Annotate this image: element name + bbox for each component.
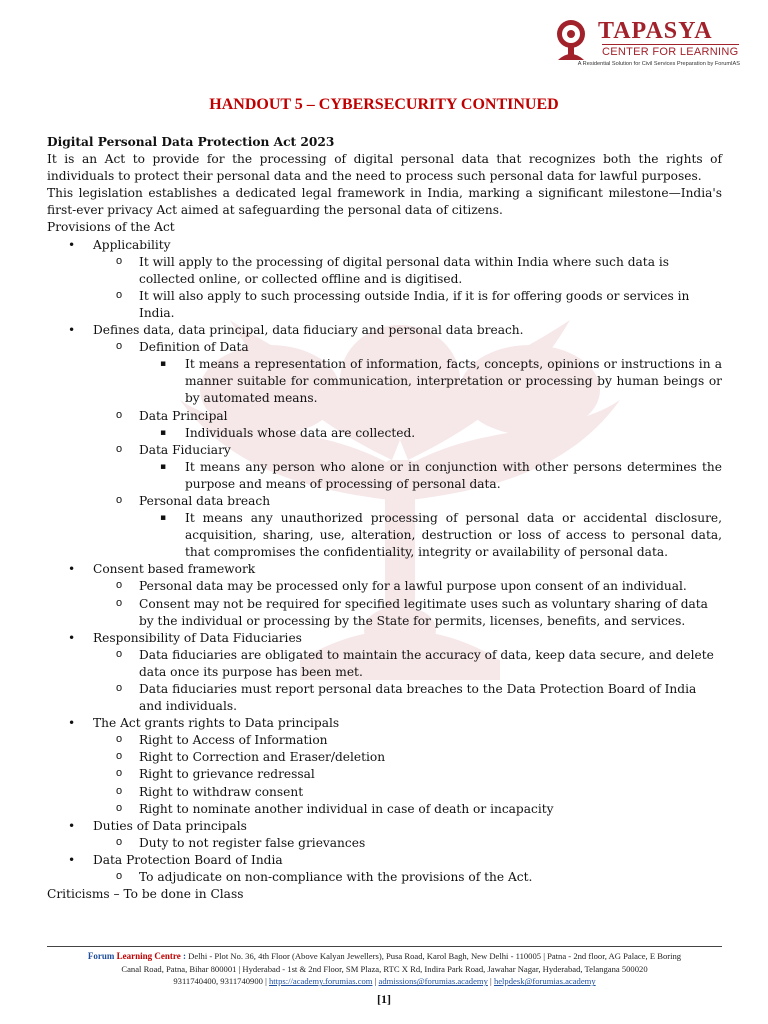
sub-list [93, 254, 722, 322]
bullet-label: Responsibility of Data Fiduciaries [93, 630, 302, 645]
definition-detail: ▪ It means a representation of information, facts, concepts, opinions or instructions in a manner suitable for communication, interpretation or processing by human beings or by automated means. [139, 356, 722, 407]
page-number: [1] [377, 992, 391, 1006]
forum-learning-centre-label: Forum Learning Centre : [87, 951, 186, 961]
phone-numbers: 9311740400, 9311740900 [173, 976, 263, 987]
sub-sub-list [139, 425, 722, 442]
list-item: o To adjudicate on non-compliance with the provisions of the Act. [93, 869, 722, 886]
sub-sub-list [139, 510, 722, 561]
footer-address-line [47, 950, 722, 963]
tree-emblem-icon [548, 18, 594, 64]
sub-list [93, 732, 722, 817]
bullet-label: Defines data, data principal, data fiduciary and personal data breach. [93, 323, 524, 338]
list-item: o Right to withdraw consent [93, 784, 722, 801]
admissions-email-link[interactable]: admissions@forumias.academy [378, 976, 488, 987]
sub-list [93, 647, 722, 715]
list-item [47, 237, 722, 322]
list-item: o Right to Access of Information [93, 732, 722, 749]
logo-title: TAPASYA [598, 18, 713, 44]
definition-term: Data Principal [139, 408, 228, 423]
footer [47, 946, 722, 988]
list-item [47, 852, 722, 886]
definition-term: Data Fiduciary [139, 442, 231, 457]
list-item: o Right to Correction and Eraser/deletion [93, 749, 722, 766]
definition-detail: ▪ Individuals whose data are collected. [139, 425, 722, 442]
address-line-2: Canal Road, Patna, Bihar 800001 | Hyderabad - 1st & 2nd Floor, SM Plaza, RTC X Rd, Indira Park Road, Jawahar Nagar, Hyderabad, Telangana 500020 [121, 963, 648, 974]
list-item: o Right to nominate another individual in case of death or incapacity [93, 801, 722, 818]
definition-detail: ▪ It means any person who alone or in conjunction with other persons determines the purpose and means of processing of personal data. [139, 459, 722, 493]
logo-subtitle: CENTER FOR LEARNING [602, 46, 739, 58]
list-item [93, 442, 722, 493]
sub-list [93, 578, 722, 629]
tapasya-logo [540, 16, 740, 74]
bullet-label: Applicability [93, 237, 171, 252]
list-item: o Data fiduciaries must report personal data breaches to the Data Protection Board of India and individuals. [93, 681, 722, 715]
sub-list [93, 869, 722, 886]
definition-term: Personal data breach [139, 493, 271, 508]
list-item: o Data fiduciaries are obligated to maintain the accuracy of data, keep data secure, and delete data once its purpose has been met. [93, 647, 722, 681]
bullet-label: The Act grants rights to Data principals [93, 716, 340, 731]
list-item: o It will also apply to such processing outside India, if it is for offering goods or services in India. [93, 288, 722, 322]
bullet-label: Duties of Data principals [93, 818, 247, 833]
list-item [47, 561, 722, 629]
intro-paragraph: It is an Act to provide for the processing of digital personal data that recognizes both the rights of individuals to protect their personal data and the need to process such personal data for lawful purposes. [47, 152, 722, 184]
list-item [47, 818, 722, 852]
section-title: Digital Personal Data Protection Act 2023 [47, 135, 335, 149]
list-item [47, 715, 722, 818]
list-item: o It will apply to the processing of digital personal data within India where such data is collected online, or collected offline and is digitised. [93, 254, 722, 288]
list-item [93, 339, 722, 407]
handout-title: HANDOUT 5 – CYBERSECURITY CONTINUED [209, 96, 559, 113]
academy-link[interactable]: https://academy.forumias.com [269, 976, 373, 987]
provisions-list [47, 237, 722, 887]
address-line-1: Delhi - Plot No. 36, 4th Floor (Above Kalyan Jewellers), Pusa Road, Karol Bagh, New Delhi - 110005 | Patna - 2nd floor, AG Palace, E Boring [188, 951, 682, 961]
logo-tagline: A Residential Solution for Civil Services Preparation by ForumIAS [577, 61, 740, 67]
definition-detail: ▪ It means any unauthorized processing of personal data or accidental disclosure, acquisition, sharing, use, alteration, destruction or loss of access to personal data, that compromises the confidentiality, integrity or availability of personal data. [139, 510, 722, 561]
document-body [47, 134, 722, 903]
footer-contact-line: 9311740400, 9311740900 | https://academy.forumias.com | admissions@forumias.academy | helpdesk@forumias.academy [173, 976, 596, 987]
list-item [47, 630, 722, 715]
list-item: o Right to grievance redressal [93, 766, 722, 783]
provisions-label: Provisions of the Act [47, 220, 175, 235]
sub-sub-list [139, 459, 722, 493]
intro-paragraph: This legislation establishes a dedicated legal framework in India, marking a significant milestone—India's first-ever privacy Act aimed at safeguarding the personal data of citizens. [47, 186, 722, 218]
list-item [47, 322, 722, 561]
list-item [93, 493, 722, 561]
list-item: o Personal data may be processed only for a lawful purpose upon consent of an individual. [93, 578, 722, 595]
sub-sub-list [139, 356, 722, 407]
helpdesk-email-link[interactable]: helpdesk@forumias.academy [493, 976, 596, 987]
criticisms-line: Criticisms – To be done in Class [47, 887, 244, 902]
list-item: o Duty to not register false grievances [93, 835, 722, 852]
definition-term: Definition of Data [139, 340, 249, 355]
bullet-label: Consent based framework [93, 562, 256, 577]
sub-list [93, 339, 722, 561]
bullet-label: Data Protection Board of India [93, 852, 283, 867]
list-item [93, 408, 722, 442]
list-item: o Consent may not be required for specified legitimate uses such as voluntary sharing of data by the individual or processing by the State for permits, licenses, benefits, and services. [93, 596, 722, 630]
sub-list [93, 835, 722, 852]
